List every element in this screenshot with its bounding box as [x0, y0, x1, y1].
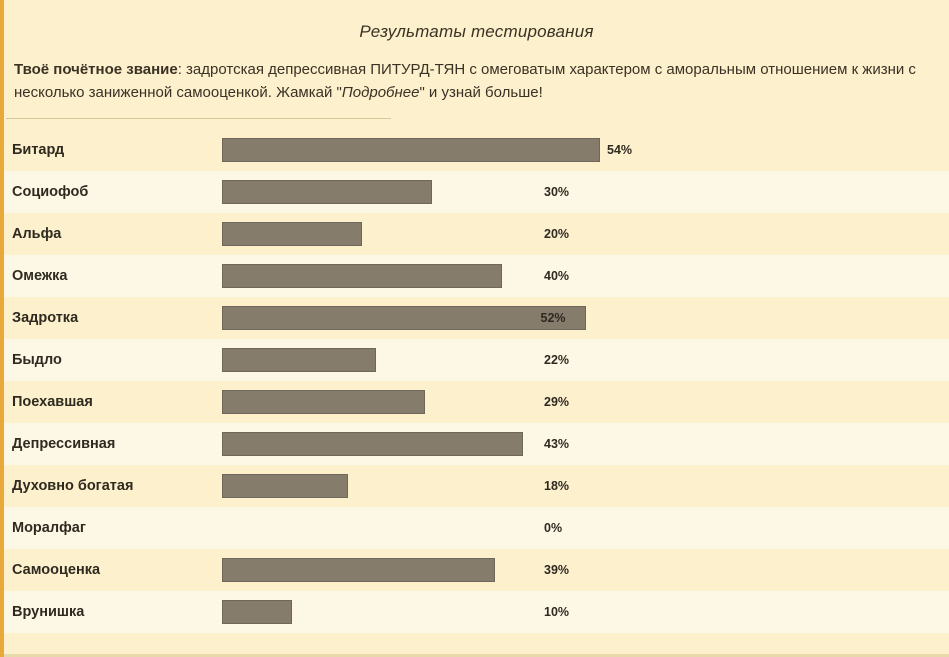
- summary-text-before: : задротская депрессивная ПИТУРД-ТЯН с омеговатым характером с аморальным отношением к жизни с несколько заниженной самооценкой. Жамкай ": [14, 61, 916, 101]
- chart-row: [4, 213, 949, 255]
- chart-bar-area: [222, 549, 949, 591]
- summary-text: [4, 58, 949, 104]
- chart-bar-value: 40%: [544, 269, 570, 283]
- chart-row: [4, 423, 949, 465]
- chart-bar-value: 52%: [540, 311, 566, 325]
- chart-bar-value: 18%: [544, 479, 570, 493]
- chart-bar-track: [222, 348, 922, 372]
- chart-bar-area: [222, 171, 949, 213]
- chart-bar-value: 20%: [544, 227, 570, 241]
- chart-bar-fill: [222, 600, 292, 624]
- chart-row-label: Поехавшая: [12, 394, 93, 410]
- chart-row-label: Моралфаг: [12, 520, 86, 536]
- chart-row-label: Депрессивная: [12, 436, 116, 452]
- chart-row: [4, 171, 949, 213]
- chart-bar-area: [222, 129, 949, 171]
- chart-bar-value: 39%: [544, 563, 570, 577]
- chart-bar-track: [222, 390, 922, 414]
- divider: [6, 118, 391, 119]
- chart-bar-area: [222, 465, 949, 507]
- chart-row-label: Духовно богатая: [12, 478, 134, 494]
- chart-row-label: Альфа: [12, 226, 62, 242]
- chart-bar-fill: [222, 222, 362, 246]
- chart-bar-track: [222, 306, 922, 330]
- chart-bar-fill: [222, 474, 348, 498]
- chart-bar-track: [222, 600, 922, 624]
- chart-bar-track: [222, 432, 922, 456]
- chart-bar-area: [222, 213, 949, 255]
- chart-bar-value: 43%: [544, 437, 570, 451]
- chart-bar-area: [222, 255, 949, 297]
- chart-bar-track: [222, 264, 922, 288]
- chart-row: [4, 465, 949, 507]
- chart-row: [4, 129, 949, 171]
- summary-label: Твоё почётное звание: [14, 61, 178, 78]
- chart-bar-area: [222, 381, 949, 423]
- chart-row-label: Задротка: [12, 310, 79, 326]
- chart-bar-value: 22%: [544, 353, 570, 367]
- chart-bar-area: [222, 339, 949, 381]
- chart-bar-track: [222, 558, 922, 582]
- chart-bar-fill: [222, 264, 502, 288]
- chart-row: [4, 549, 949, 591]
- chart-row-label: Быдло: [12, 352, 62, 368]
- chart-bar-value: 29%: [544, 395, 570, 409]
- chart-row: [4, 297, 949, 339]
- chart-row-label: Социофоб: [12, 184, 89, 200]
- chart-bar-area: [222, 507, 949, 549]
- chart-bar-track: [222, 138, 922, 162]
- chart-bar-fill: [222, 180, 432, 204]
- details-link[interactable]: Подробнее: [341, 84, 420, 101]
- chart-bar-value: 54%: [607, 143, 633, 157]
- page-title: Результаты тестирования: [359, 22, 594, 41]
- chart-bar-value: 0%: [544, 521, 563, 535]
- chart-row: [4, 591, 949, 633]
- chart-bar-fill: [222, 348, 376, 372]
- chart-bar-track: [222, 474, 922, 498]
- chart-bar-fill: [222, 138, 600, 162]
- chart-bar-fill: [222, 306, 586, 330]
- results-chart: [4, 129, 949, 633]
- chart-bar-fill: [222, 558, 495, 582]
- chart-bar-area: [222, 423, 949, 465]
- chart-bar-value: 30%: [544, 185, 570, 199]
- chart-bar-value: 10%: [544, 605, 570, 619]
- summary-text-after: " и узнай больше!: [419, 84, 543, 101]
- chart-row-label: Самооценка: [12, 562, 101, 578]
- chart-bar-track: [222, 516, 922, 540]
- chart-row-label: Битард: [12, 142, 65, 158]
- chart-bar-fill: [222, 390, 425, 414]
- chart-bar-track: [222, 222, 922, 246]
- chart-row: [4, 507, 949, 549]
- chart-row-label: Врунишка: [12, 604, 85, 620]
- chart-bar-fill: [222, 432, 523, 456]
- chart-row: [4, 339, 949, 381]
- chart-bar-area: [222, 297, 949, 339]
- chart-bar-track: [222, 180, 922, 204]
- chart-row: [4, 255, 949, 297]
- chart-row: [4, 381, 949, 423]
- chart-bar-area: [222, 591, 949, 633]
- chart-row-label: Омежка: [12, 268, 68, 284]
